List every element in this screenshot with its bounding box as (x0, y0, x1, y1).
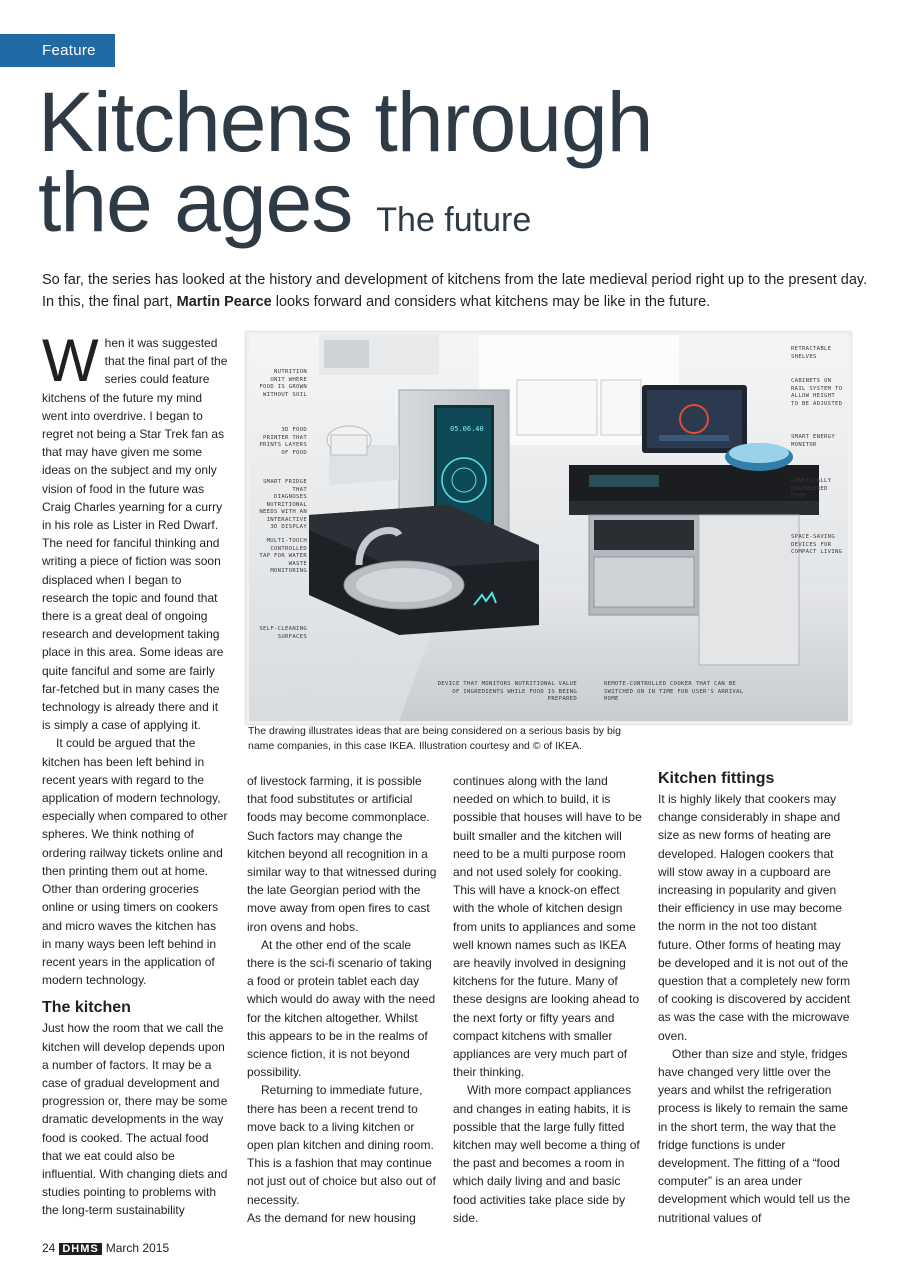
annotation-nutrition-unit: NUTRITION UNIT WHERE FOOD IS GROWN WITHOUT SOIL (259, 369, 307, 398)
col1-paragraph-3: Just how the room that we call the kitchen will develop depends upon a number of factors. It may be a case of gradual development and progression or, there may be some dramatic developments in the way food is cooked. The actual food that we eat could also be influential. With changing diets and studies pointing to problems with the long-term sustainability (42, 1021, 228, 1218)
magazine-logo: DHMS (59, 1243, 101, 1255)
annotation-smart-fridge: SMART FRIDGE THAT DIAGNOSES NUTRITIONAL NEEDS WITH AN INTERACTIVE 3D DISPLAY (259, 479, 307, 530)
col2-paragraph-2: At the other end of the scale there is the sci-fi scenario of taking a food or protein tablet each day which would do away with the need for the kitchen altogether. Whilst this appears to be in the realms of science fiction, it is not beyond possibility. (247, 937, 436, 1080)
annotation-3d-food-printer: 3D FOOD PRINTER THAT PRINTS LAYERS OF FOOD (259, 427, 307, 456)
title-line-1: Kitchens through (38, 75, 653, 169)
col2-paragraph-1: of livestock farming, it is possible that food substitutes or artificial foods may become commonplace. Such factors may change the kitchen beyond all recognition in a similar way to that witnessed during the late Georgian period with the move away from open fires to cast iron ovens and hobs. (247, 774, 437, 934)
issue-date: March 2015 (105, 1241, 170, 1255)
page-footer (42, 1241, 169, 1255)
page-number: 24 (42, 1241, 56, 1255)
col3-paragraph-1: continues along with the land needed on which to build, it is possible that houses will have to be built smaller and the kitchen will need to be a multi purpose room and not used solely for cooking. This will have a knock-on effect with the whole of kitchen design from units to appliances and some well known names such as IKEA are heavily involved in designing kitchens for the future. Many of these designs are looking ahead to the next forty or fifty years and compact kitchens with smaller appliances are very much part of their thinking. (453, 774, 642, 1080)
standfirst-text-2: looks forward and considers what kitchens may be like in the future. (271, 294, 711, 310)
author-name: Martin Pearce (176, 294, 272, 310)
annotation-multi-touch-tap: MULTI-TOUCH CONTROLLED TAP FOR WATER WASTE MONITORING (259, 538, 307, 574)
standfirst-text-1: So far, the series has looked at the history and development of kitchens from the late medieval period right up to the present day. In this, the final part, (42, 272, 868, 310)
col1-paragraph-2: It could be argued that the kitchen has been left behind in recent years with regard to the application of modern technology, especially when compared to other spheres. We think nothing of ordering railway tickets online and then printing them out at home. Other than ordering groceries online or using timers on cookers and micro waves the kitchen has in many ways been left behind in recent years in the application of modern technology. (42, 736, 228, 988)
heading-kitchen-fittings: Kitchen fittings (658, 770, 775, 787)
section-tag (0, 34, 115, 67)
annotation-cabinets-rail: CABINETS ON RAIL SYSTEM TO ALLOW HEIGHT TO BE ADJUSTED (791, 378, 843, 407)
article-column-3 (453, 772, 643, 1227)
col2-paragraph-4: As the demand for new housing (247, 1210, 416, 1225)
col4-paragraph-1: It is highly likely that cookers may change considerably in shape and size as new forms of heating are developed. Halogen cookers that will stow away in a cupboard are increasing in popularity and given their efficiency in use may become the norm in the not too distant future. Other forms of heating may be developed and it is not out of the question that a completely new form of cooking is discovered by accident as was the case with the microwave oven. (658, 792, 851, 1043)
page-title (38, 75, 878, 260)
article-column-2 (247, 772, 439, 1227)
col4-paragraph-2: Other than size and style, fridges have changed very little over the years and whilst the refrigeration process is likely to remain the same in the short term, the way that the fridge functions is under development. The fitting of a “food computer” is an area under development which would tell us the nutritional values of (658, 1046, 851, 1225)
article-column-4 (658, 768, 852, 1227)
section-tag-label: Feature (42, 42, 96, 59)
col3-paragraph-2: With more compact appliances and changes in eating habits, it is possible that the large fully fitted kitchen may well become a thing of the past and becomes a room in which daily living and and basic food activities take place side by side. (453, 1083, 640, 1225)
fridge-display-time: 05.06.40 (450, 425, 484, 433)
annotation-remote-cooker: REMOTE-CONTROLLED COOKER THAT CAN BE SWITCHED ON IN TIME FOR USER'S ARRIVAL HOME (604, 681, 744, 702)
drop-cap: W (42, 327, 99, 394)
heading-the-kitchen: The kitchen (42, 999, 131, 1017)
figure-caption: The drawing illustrates ideas that are being considered on a serious basis by big name companies, in this case IKEA. Illustration courtesy and © of IKEA. (248, 725, 621, 752)
col2-paragraph-3: Returning to immediate future, there has been a recent trend to move back to a living kitchen or open plan kitchen and dining room. This is a fashion that may continue not just out of choice but also out of necessity. (247, 1083, 436, 1207)
annotation-genetic-food: GENETICALLY ENGINEERED FOOD (791, 478, 832, 499)
title-subtitle: The future (376, 201, 532, 239)
article-column-1 (42, 327, 228, 1220)
annotation-self-cleaning: SELF-CLEANING SURFACES (259, 626, 307, 640)
annotation-energy-monitor: SMART ENERGY MONITOR (791, 434, 836, 448)
title-line-2: the ages (38, 155, 353, 249)
annotation-space-saving: SPACE-SAVING DEVICES FOR COMPACT LIVING (791, 534, 843, 555)
kitchen-illustration (246, 332, 851, 724)
annotation-nutrition-device: DEVICE THAT MONITORS NUTRITIONAL VALUE OF INGREDIENTS WHILE FOOD IS BEING PREPARED (437, 681, 577, 702)
kitchen-drawing (249, 335, 848, 721)
annotation-retractable-shelves: RETRACTABLE SHELVES (791, 346, 832, 360)
standfirst (42, 269, 872, 313)
col1-paragraph-1: hen it was suggested that the final part of the series could feature kitchens of the future my mind went into overdrive. I began to regret not being a Star Trek fan as that may have given me some ideas on the subject and my only vision of food in the future was Craig Charles yearning for a curry in his role as Lister in Red Dwarf. The need for fanciful thinking and writing a piece of fiction was soon displaced when I began to research the topic and found that there is a great deal of ongoing research and development taking place in this area. Some ideas are quite fanciful and some are fairly far-fetched but in many cases the technology is already there and it is simply a case of applying it. (42, 336, 228, 733)
